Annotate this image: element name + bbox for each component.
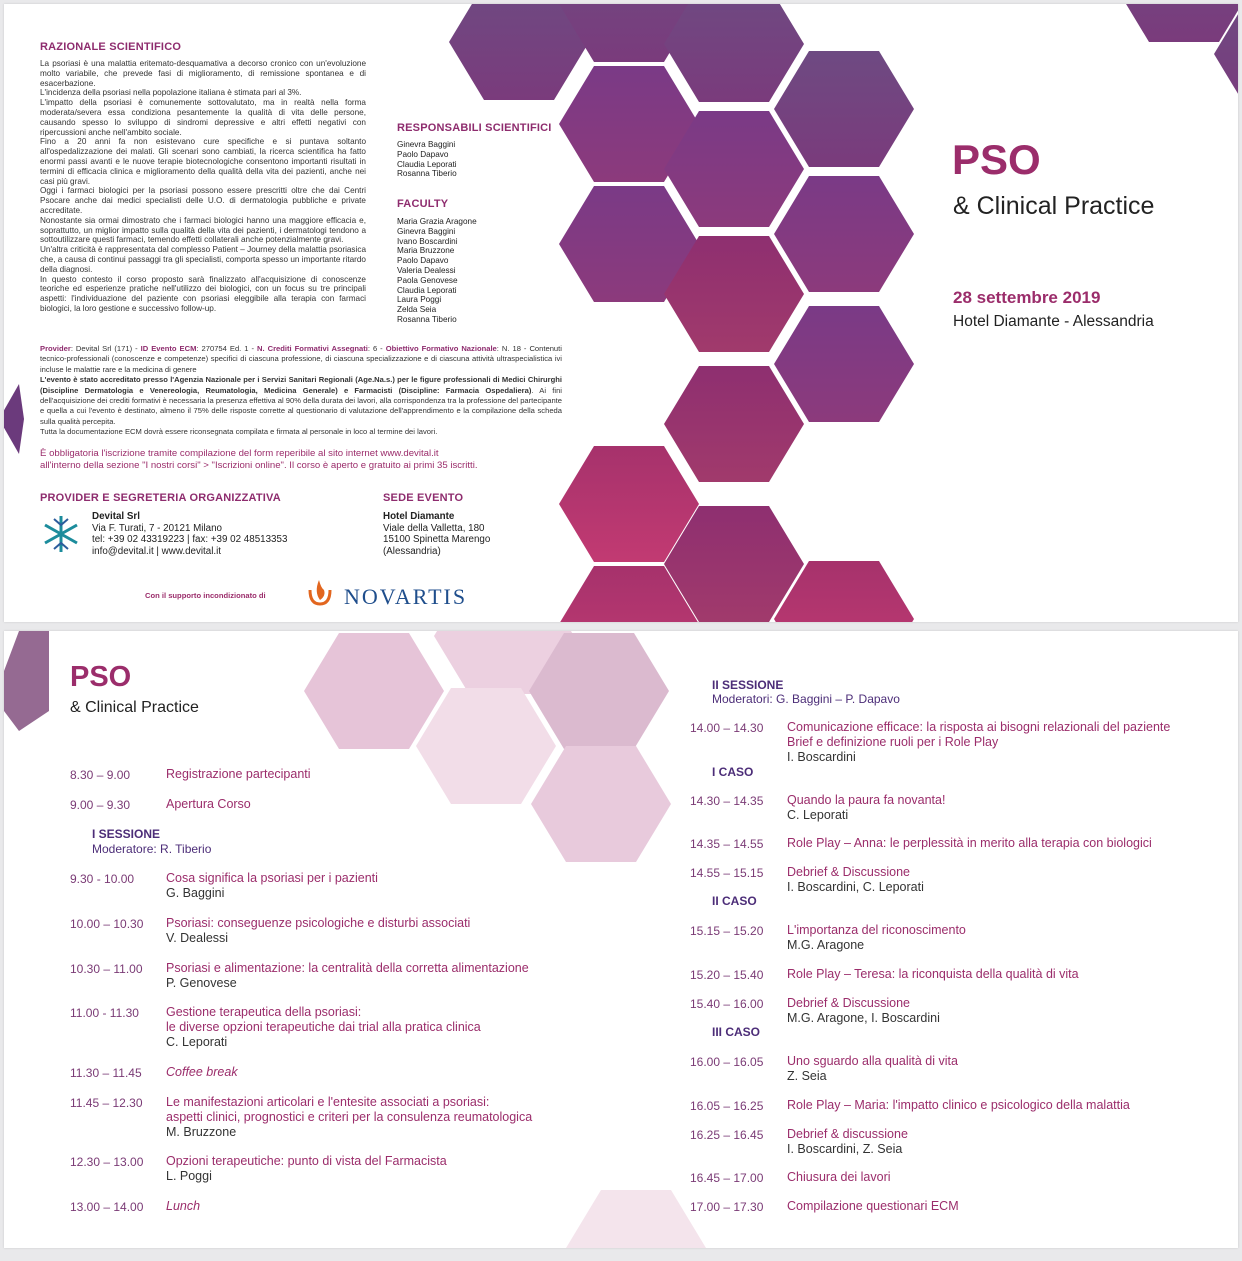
slot-time: 17.00 – 17.30 — [690, 1200, 764, 1214]
case-label: III CASO — [712, 1025, 761, 1039]
slot-time: 14.55 – 15.15 — [690, 866, 764, 880]
responsabile-name: Paolo Dapavo — [397, 149, 449, 159]
faculty-name: Maria Grazia Aragone — [397, 217, 477, 226]
slot-title — [787, 720, 1170, 765]
slot-speaker: C. Leporati — [166, 1035, 228, 1049]
sede-details — [383, 511, 490, 557]
slot-time: 11.45 – 12.30 — [70, 1096, 143, 1110]
case-label: I CASO — [712, 765, 754, 779]
provider-web: info@devital.it | www.devital.it — [92, 545, 222, 557]
slot-time: 10.30 – 11.00 — [70, 962, 143, 976]
slot-time: 16.00 – 16.05 — [690, 1055, 764, 1069]
program-title: PSO — [70, 661, 132, 693]
slot-time: 11.30 – 11.45 — [70, 1066, 142, 1080]
slot-speaker: I. Boscardini, Z. Seia — [787, 1142, 903, 1156]
slot-time: 16.05 – 16.25 — [690, 1099, 764, 1113]
slot-time: 16.25 – 16.45 — [690, 1128, 764, 1142]
slot-title-text: Debrief & Discussione — [787, 865, 910, 879]
ecm-label: Obiettivo Formativo Nazionale — [385, 344, 497, 353]
slot-title: Role Play – Maria: l'impatto clinico e psicologico della malattia — [787, 1098, 1130, 1112]
ecm-accreditation: L'evento è stato accreditato presso l'Agenzia Nazionale per i Servizi Sanitari Regionali (Age.Na.s.) per le figure professionali di Medici Chirurghi (Discipline Dermatologia e Venereologia, Reumatologia, Medicina Generale) e Farmacisti (Discipline: Farmacia Ospedaliera) — [40, 375, 562, 395]
responsabili-list — [397, 140, 457, 179]
slot-time: 15.15 – 15.20 — [690, 924, 764, 938]
slot-title — [166, 1095, 532, 1140]
slot-speaker: M.G. Aragone, I. Boscardini — [787, 1011, 940, 1025]
razionale-paragraph: Oggi i farmaci biologici per la psoriasi possono essere prescritti oltre che dai Centri Psocare anche dai medici specialisti delle U.O. di dermatologia pubbliche e private accreditate. — [40, 186, 366, 215]
responsabili-heading: RESPONSABILI SCIENTIFICI — [397, 122, 552, 134]
slot-time: 14.30 – 14.35 — [690, 794, 764, 808]
provider-address: Via F. Turati, 7 - 20121 Milano — [92, 522, 222, 534]
provider-details — [92, 511, 287, 557]
slot-speaker: Z. Seia — [787, 1069, 827, 1083]
slot-title — [166, 1154, 447, 1184]
faculty-name: Paola Genovese — [397, 275, 458, 285]
slot-speaker: L. Poggi — [166, 1169, 212, 1183]
slot-time: 16.45 – 17.00 — [690, 1171, 764, 1185]
brochure-inner-page — [4, 631, 1238, 1248]
ecm-text: : 6 - — [367, 344, 386, 353]
slot-speaker: G. Baggini — [166, 886, 225, 900]
slot-title-text: le diverse opzioni terapeutiche dai trial alla pratica clinica — [166, 1020, 481, 1034]
case-label: II CASO — [712, 894, 757, 908]
sede-heading: SEDE EVENTO — [383, 492, 464, 504]
slot-speaker: M.G. Aragone — [787, 938, 865, 952]
slot-title — [166, 916, 470, 946]
slot-title: Role Play – Anna: le perplessità in merito alla terapia con biologici — [787, 836, 1152, 850]
provider-phone: tel: +39 02 43319223 | fax: +39 02 48513353 — [92, 534, 288, 545]
cover-title: PSO — [952, 136, 1041, 183]
faculty-name: Ginevra Baggini — [397, 226, 456, 236]
ecm-text: Tutta la documentazione ECM dovrà essere riconsegnata compilata e firmata al personale in loco al termine dei lavori. — [40, 427, 438, 437]
slot-title — [166, 871, 378, 901]
slot-title — [166, 1005, 481, 1050]
registration-note — [40, 448, 478, 471]
slot-speaker: C. Leporati — [787, 808, 849, 822]
slot-time: 14.00 – 14.30 — [690, 721, 764, 735]
slot-title-text: Opzioni terapeutiche: punto di vista del Farmacista — [166, 1154, 447, 1168]
responsabile-name: Rosanna Tiberio — [397, 169, 457, 179]
program-subtitle: & Clinical Practice — [70, 699, 199, 716]
slot-title: Apertura Corso — [166, 797, 251, 811]
session-moderator: Moderatori: G. Baggini – P. Dapavo — [712, 692, 900, 706]
session-label: I SESSIONE — [92, 827, 161, 841]
event-venue: Hotel Diamante - Alessandria — [953, 313, 1154, 330]
faculty-name: Valeria Dealessi — [397, 265, 456, 275]
razionale-paragraph: Nonostante sia ormai dimostrato che i farmaci biologici hanno una maggiore efficacia e, soprattutto, un miglior impatto sulla qualità della vita dei pazienti, i dermatologi tendono a sottoutilizzare questi farmaci, temendo effetti collaterali anche potenzialmente gravi. — [40, 215, 366, 245]
provider-heading: PROVIDER E SEGRETERIA ORGANIZZATIVA — [40, 492, 281, 504]
faculty-name: Laura Poggi — [397, 295, 442, 305]
event-date: 28 settembre 2019 — [953, 288, 1101, 307]
ecm-label: Provider — [40, 344, 71, 353]
slot-title-text: Le manifestazioni articolari e l'entesite associati a psoriasi: — [166, 1095, 490, 1109]
slot-title: Chiusura dei lavori — [787, 1170, 891, 1184]
slot-title-text: Comunicazione efficace: la risposta ai bisogni relazionali del paziente — [787, 720, 1171, 734]
slot-time: 10.00 – 10.30 — [70, 917, 144, 931]
slot-time: 15.40 – 16.00 — [690, 997, 764, 1011]
devital-logo-icon — [40, 513, 82, 555]
razionale-paragraph: L'impatto della psoriasi è comunemente sottovalutato, ma in realtà nella forma moderata/severa essa condiziona pesantemente la qualità di vita delle persone, causando spesso lo sviluppo di sindromi depressive e altri effetti negativi con ripercussioni anche nell'ambito sociale. — [40, 98, 366, 137]
slot-title — [787, 1127, 908, 1157]
slot-time: 11.00 - 11.30 — [70, 1006, 139, 1020]
faculty-name: Ivano Boscardini — [397, 236, 458, 246]
slot-title — [166, 961, 529, 991]
faculty-name: Zelda Seia — [397, 305, 437, 315]
provider-name: Devital Srl — [92, 511, 140, 522]
novartis-flame-icon — [306, 576, 334, 606]
slot-title-text: Uno sguardo alla qualità di vita — [787, 1054, 958, 1068]
slot-time: 12.30 – 13.00 — [70, 1155, 144, 1169]
registration-line: all'interno della sezione "I nostri corsi" > "Iscrizioni online". Il corso è aperto e gratuito ai primi 35 iscritti. — [40, 459, 478, 471]
razionale-text — [40, 59, 366, 314]
ecm-text: : N. 18 - Contenuti tecnico-professionali (conoscenze e competenze) specifici di ciascuna professione, di ciascuna specializzazione e di ciascuna attività ultraspecialistica ivi incluse le malattie rare e la medicina di genere — [40, 344, 562, 374]
ecm-text: : Devital Srl (171) - — [70, 344, 141, 353]
slot-title-text: Psoriasi: conseguenze psicologiche e disturbi associati — [166, 916, 471, 930]
slot-title-text: L'importanza del riconoscimento — [787, 923, 966, 937]
slot-speaker: V. Dealessi — [166, 931, 229, 945]
slot-speaker: I. Boscardini, C. Leporati — [787, 880, 924, 894]
ecm-text: . Ai fini dell'acquisizione dei crediti formativi è necessaria la presenza effettiva al 90% della durata dei lavori, alla corrispondenza tra la professione del partecipante e quella a cui l'evento è destinato, almeno il 75% delle risposte corrette al questionario di valutazione dell'apprendimento e la compilazione della scheda sulla qualità percepita. — [40, 385, 562, 426]
slot-speaker: M. Bruzzone — [166, 1125, 237, 1139]
ecm-label: N. Crediti Formativi Assegnati — [257, 344, 368, 353]
responsabile-name: Ginevra Baggini — [397, 140, 456, 149]
slot-time: 15.20 – 15.40 — [690, 968, 764, 982]
sede-address: Viale della Valletta, 180 — [383, 522, 485, 534]
ecm-info — [40, 344, 562, 438]
slot-title-text: aspetti clinici, prognostici e criteri per la consulenza reumatologica — [166, 1110, 533, 1124]
slot-title-text: Debrief & discussione — [787, 1127, 908, 1141]
slot-title — [787, 996, 940, 1026]
razionale-heading: RAZIONALE SCIENTIFICO — [40, 41, 182, 53]
slot-speaker: P. Genovese — [166, 976, 237, 990]
slot-time: 9.30 - 10.00 — [70, 872, 135, 886]
session-label: II SESSIONE — [712, 678, 784, 692]
slot-time: 13.00 – 14.00 — [70, 1200, 144, 1214]
session-moderator: Moderatore: R. Tiberio — [92, 842, 212, 856]
ecm-text: : 270754 Ed. 1 - — [196, 344, 258, 353]
slot-title — [787, 793, 945, 823]
slot-time: 8.30 – 9.00 — [70, 768, 131, 782]
slot-time: 9.00 – 9.30 — [70, 798, 131, 812]
slot-title — [787, 865, 924, 895]
faculty-name: Maria Bruzzone — [397, 246, 455, 256]
sede-name: Hotel Diamante — [383, 511, 455, 522]
ecm-label: ID Evento ECM — [140, 344, 197, 353]
sede-address: 15100 Spinetta Marengo — [383, 534, 491, 545]
razionale-paragraph: L'incidenza della psoriasi nella popolazione italiana è stimata pari al 3%. — [40, 88, 302, 98]
slot-title-text: Brief e definizione ruoli per i Role Play — [787, 735, 999, 749]
razionale-paragraph: La psoriasi è una malattia eritemato-desquamativa a decorso cronico con un'evoluzione molto variabile, che prevede fasi di miglioramento, di remissione spontanea e di esacerbazione. — [40, 59, 366, 88]
slot-speaker: I. Boscardini — [787, 750, 856, 764]
support-label: Con il supporto incondizionato di — [145, 591, 266, 600]
faculty-name: Rosanna Tiberio — [397, 314, 457, 324]
razionale-paragraph: In questo contesto il corso proposto sarà finalizzato all'acquisizione di conoscenze teoriche ed esperienze pratiche nell'utilizzo dei biologici, con un focus su tre principali aspetti: l'individuazione del paziente con psoriasi eleggibile alla terapia con farmaci biologici, la loro gestione e successivo follow-up. — [40, 274, 366, 313]
slot-time: 14.35 – 14.55 — [690, 837, 764, 851]
slot-title-text: Psoriasi e alimentazione: la centralità della corretta alimentazione — [166, 961, 529, 975]
slot-title-text: Cosa significa la psoriasi per i pazienti — [166, 871, 378, 885]
faculty-name: Paolo Dapavo — [397, 256, 449, 266]
slot-title — [787, 923, 966, 953]
novartis-logo: NOVARTIS — [344, 584, 468, 609]
sede-address: (Alessandria) — [383, 545, 441, 557]
slot-title: Lunch — [166, 1199, 201, 1213]
slot-title: Compilazione questionari ECM — [787, 1199, 959, 1213]
slot-title: Coffee break — [166, 1065, 238, 1079]
razionale-paragraph: Fino a 20 anni fa non esistevano cure specifiche e si puntava soltanto all'ospedalizzazione dei malati. Gli scenari sono cambiati, la ricerca scientifica ha fatto enormi passi avanti e le nuove terapie biotecnologiche consentono importanti risultati in termini di efficacia clinica e miglioramento della qualità della vita dei pazienti, anche nei casi più gravi. — [40, 137, 366, 186]
registration-line: È obbligatoria l'iscrizione tramite compilazione del form reperibile al sito internet www.devital.it — [40, 448, 439, 459]
slot-title-text: Gestione terapeutica della psoriasi: — [166, 1005, 362, 1019]
brochure-outer-page — [4, 4, 1238, 622]
faculty-name: Claudia Leporati — [397, 285, 457, 295]
cover-subtitle: & Clinical Practice — [953, 192, 1155, 220]
slot-title-text: Debrief & Discussione — [787, 996, 910, 1010]
faculty-heading: FACULTY — [397, 198, 449, 210]
responsabile-name: Claudia Leporati — [397, 159, 457, 169]
faculty-list — [397, 217, 477, 325]
razionale-paragraph: Un'altra criticità è rappresentata dal complesso Patient – Journey della malattia psoriasica che, a causa di continui passaggi tra gli specialisti, comporta spesso un importante ritardo della diagnosi. — [40, 245, 366, 274]
slot-title — [787, 1054, 958, 1084]
slot-title: Role Play – Teresa: la riconquista della qualità di vita — [787, 967, 1079, 981]
slot-title: Registrazione partecipanti — [166, 767, 311, 781]
slot-title-text: Quando la paura fa novanta! — [787, 793, 946, 807]
